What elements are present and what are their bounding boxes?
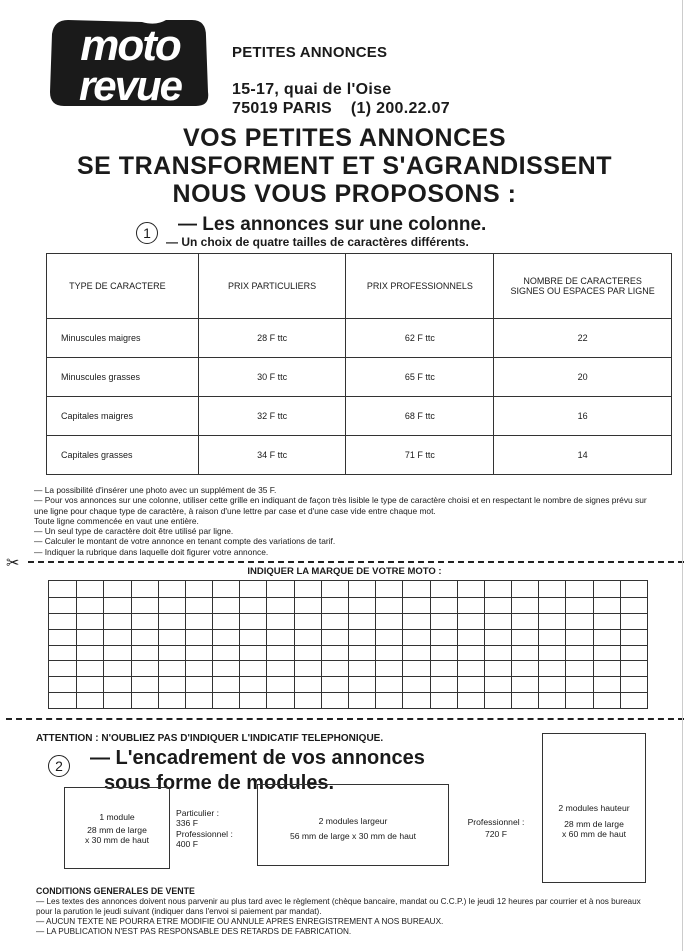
ad-text-grid[interactable] [48, 580, 648, 709]
header-type: TYPE DE CARACTERE [47, 254, 199, 319]
note-4: — Un seul type de caractère doit être utilisé par ligne. [34, 526, 234, 537]
cut-line-top [28, 561, 684, 563]
module-1-size-1: 28 mm de large [87, 825, 147, 835]
note-1: — La possibilité d'insérer une photo avec un supplément de 35 F. [34, 485, 277, 495]
module-tall-size-2: x 60 mm de haut [561, 829, 626, 839]
brand-label: INDIQUER LA MARQUE DE VOTRE MOTO : [247, 566, 442, 577]
price-table [46, 253, 672, 475]
section-1-number: 1 [136, 222, 158, 244]
table-row [47, 436, 672, 475]
cell-type: Minuscules maigres [47, 319, 199, 358]
note-3: Toute ligne commencée en vaut une entière. [34, 515, 199, 526]
table-row [47, 397, 672, 436]
module-1-prices [176, 808, 233, 850]
module-tall-box [542, 733, 646, 883]
condition-3: — LA PUBLICATION N'EST PAS RESPONSABLE DES RETARDS DE FABRICATION. [36, 927, 352, 936]
header-particuliers: PRIX PARTICULIERS [198, 254, 346, 319]
module-tall-title: 2 modules hauteur [558, 803, 630, 813]
cell-price-part: 28 F ttc [198, 319, 346, 358]
note-2: — Pour vos annonces sur une colonne, utiliser cette grille en indiquant de façon très lisible le type de caractère choisi et en respectant le nombre de signes prévu sur une ligne pour chaque type de caractère, à raison d'une lettre par case et d'une case vide entre chaque mot. [34, 495, 647, 516]
module-tall-size-1: 28 mm de large [564, 819, 624, 829]
cut-line-bottom [6, 718, 684, 720]
cell-price-part: 30 F ttc [198, 358, 346, 397]
cell-price-pro: 68 F ttc [346, 397, 494, 436]
note-5: — Calculer le montant de votre annonce en tenant compte des variations de tarif. [34, 536, 336, 547]
cell-price-pro: 62 F ttc [346, 319, 494, 358]
module-wide-prices [466, 817, 526, 840]
cell-char-count: 20 [494, 358, 672, 397]
module-wide-box [257, 784, 449, 866]
module-1-price-label-pro: Professionnel : [176, 828, 233, 839]
header-title: PETITES ANNONCES [232, 44, 388, 61]
headline-line-1: VOS PETITES ANNONCES [182, 124, 506, 152]
scissors-icon: ✂ [6, 555, 20, 572]
moto-revue-logo [46, 16, 212, 110]
section-1-title: — Les annonces sur une colonne. [178, 214, 487, 235]
conditions-title: CONDITIONS GENERALES DE VENTE [36, 886, 195, 896]
cell-price-part: 32 F ttc [198, 397, 346, 436]
section-2-number: 2 [48, 755, 70, 777]
grid-lines [49, 581, 647, 708]
cell-type: Capitales maigres [47, 397, 199, 436]
table-row [47, 358, 672, 397]
module-1-price-label-part: Particulier : [176, 808, 219, 818]
price-table-header [47, 254, 672, 319]
cell-price-pro: 71 F ttc [346, 436, 494, 475]
module-wide-size: 56 mm de large x 30 mm de haut [289, 831, 417, 841]
logo-text-moto: moto [80, 21, 180, 70]
cell-price-part: 34 F ttc [198, 436, 346, 475]
condition-2: — AUCUN TEXTE NE POURRA ETRE MODIFIE OU ANNULE APRES ENREGISTREMENT A NOS BUREAUX. [36, 917, 444, 926]
address-line-2: 75019 PARIS (1) 200.22.07 [232, 100, 451, 117]
page-edge [682, 0, 683, 951]
headline-line-2: SE TRANSFORMENT ET S'AGRANDISSENT [77, 152, 612, 180]
module-wide-price-label: Professionnel : [467, 817, 525, 827]
conditions-text [36, 897, 656, 937]
module-wide-price: 720 F [485, 829, 507, 840]
cell-price-pro: 65 F ttc [346, 358, 494, 397]
cell-char-count: 16 [494, 397, 672, 436]
module-1-price-part: 336 F [176, 818, 198, 829]
notes [34, 485, 654, 557]
section-2-title-line-2: sous forme de modules. [104, 772, 335, 794]
module-1-price-pro: 400 F [176, 839, 198, 850]
module-1-box [64, 787, 170, 869]
headline-line-3: NOUS VOUS PROPOSONS : [172, 180, 517, 208]
cell-char-count: 22 [494, 319, 672, 358]
module-1-title: 1 module [99, 812, 135, 822]
cell-type: Capitales grasses [47, 436, 199, 475]
logo-text-revue: revue [78, 62, 182, 109]
module-wide-title: 2 modules largeur [318, 816, 388, 826]
cell-char-count: 14 [494, 436, 672, 475]
condition-1: — Les textes des annonces doivent nous parvenir au plus tard avec le règlement (chèque bancaire, mandat ou C.C.P.) le jeudi 12 heures par courrier et à nos bureaux pour la parution le jeudi suivant (indiquer dans l'envoi si paiement par mandat). [36, 897, 641, 916]
note-6: — Indiquer la rubrique dans laquelle doit figurer votre annonce. [34, 546, 269, 557]
section-1-subtitle: — Un choix de quatre tailles de caractères différents. [166, 235, 469, 249]
table-row [47, 319, 672, 358]
module-1-size-2: x 30 mm de haut [84, 835, 149, 845]
header-address [232, 80, 450, 118]
cell-type: Minuscules grasses [47, 358, 199, 397]
header-characters: NOMBRE DE CARACTERES SIGNES OU ESPACES PAR LIGNE [494, 254, 672, 319]
address-line-1: 15-17, quai de l'Oise [232, 81, 392, 98]
header-professionnels: PRIX PROFESSIONNELS [346, 254, 494, 319]
attention-note: ATTENTION : N'OUBLIEZ PAS D'INDIQUER L'INDICATIF TELEPHONIQUE. [36, 733, 384, 744]
section-2-title-line-1: — L'encadrement de vos annonces [90, 747, 425, 769]
headline [0, 124, 689, 208]
